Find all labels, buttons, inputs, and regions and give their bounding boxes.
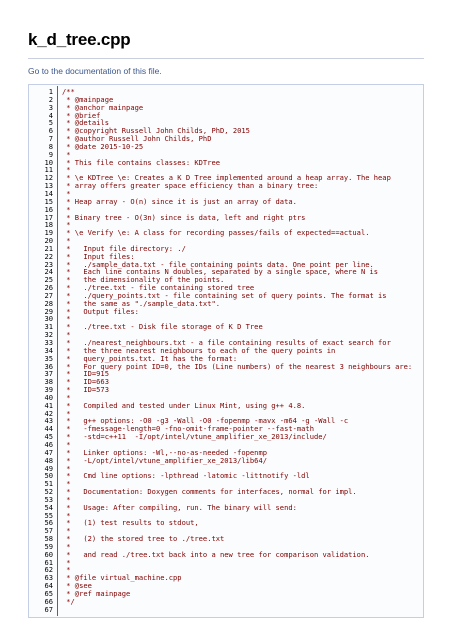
code-listing xyxy=(28,84,424,618)
line-number[interactable]: 21 xyxy=(44,243,53,253)
line-number[interactable]: 37 xyxy=(44,369,53,379)
line-number[interactable]: 17 xyxy=(44,212,53,222)
comment-text: * xyxy=(62,463,71,473)
comment-text: * xyxy=(62,439,71,449)
line-number[interactable]: 66 xyxy=(44,596,53,606)
comment-text: * xyxy=(62,526,71,536)
comment-text: * \e KDTree \e: Creates a K D Tree implemented around a heap array. The heap xyxy=(62,173,391,183)
comment-text: * the same as "./sample_data.txt". xyxy=(62,298,221,308)
comment-text: * Binary tree - O(3n) since is data, left and right ptrs xyxy=(62,212,306,222)
code-line xyxy=(29,402,423,410)
code-line xyxy=(29,433,423,441)
comment-text: */ xyxy=(62,596,75,606)
code-line xyxy=(29,551,423,559)
line-number[interactable]: 56 xyxy=(44,518,53,528)
line-number[interactable]: 26 xyxy=(44,283,53,293)
comment-text: * Each line contains N doubles, separated by a single space, where N is xyxy=(62,267,379,277)
comment-text: * @details xyxy=(62,118,109,128)
line-number[interactable]: 38 xyxy=(44,377,53,387)
line-number[interactable]: 31 xyxy=(44,322,53,332)
comment-text: * xyxy=(62,408,71,418)
comment-text: * Linker options: -Wl,--no-as-needed -fopenmp xyxy=(62,447,267,457)
line-number[interactable]: 10 xyxy=(44,157,53,167)
line-number[interactable]: 60 xyxy=(44,549,53,559)
line-number[interactable]: 28 xyxy=(44,298,53,308)
code-line xyxy=(29,504,423,512)
code-line xyxy=(29,457,423,465)
comment-text: * ./nearest_neighbours.txt - a file containing results of exact search for xyxy=(62,338,391,347)
comment-text: /** xyxy=(62,87,75,96)
comment-text: * xyxy=(62,314,71,324)
line-number[interactable]: 44 xyxy=(44,424,53,434)
line-number[interactable]: 58 xyxy=(44,534,53,544)
comment-text: * query_points.txt. It has the format: xyxy=(62,353,238,363)
comment-text: * ID=915 xyxy=(62,369,109,379)
comment-text: * (1) test results to stdout, xyxy=(62,518,199,528)
line-number[interactable]: 1 xyxy=(48,87,53,96)
comment-text: * Cmd line options: -lpthread -latomic -littnotify -ldl xyxy=(62,471,310,481)
comment-text: * -std=c++11 -I/opt/intel/vtune_amplifier_xe_2013/include/ xyxy=(62,432,327,442)
comment-text: * xyxy=(62,557,71,567)
line-number[interactable]: 29 xyxy=(44,306,53,316)
comment-text: * @ref mainpage xyxy=(62,589,131,598)
comment-text: * @mainpage xyxy=(62,94,114,104)
comment-text: * xyxy=(62,204,71,214)
comment-text: * array offers greater space efficiency than a binary tree: xyxy=(62,181,319,191)
line-number[interactable]: 40 xyxy=(44,392,53,402)
comment-text: * g++ options: -O0 -g3 -Wall -O0 -fopenmp -mavx -m64 -g -Wall -c xyxy=(62,416,349,426)
comment-text: * @anchor mainpage xyxy=(62,102,144,112)
line-number[interactable]: 63 xyxy=(44,573,53,583)
line-number[interactable]: 22 xyxy=(44,251,53,261)
line-number[interactable]: 24 xyxy=(44,267,53,277)
line-number[interactable]: 45 xyxy=(44,432,53,442)
comment-text: * ./query_points.txt - file containing set of query points. The format is xyxy=(62,290,387,300)
line-number[interactable]: 15 xyxy=(44,196,53,206)
code-line xyxy=(29,159,423,167)
comment-text: * \e Verify \e: A class for recording passes/fails of expected==actual. xyxy=(62,228,370,238)
line-number[interactable]: 47 xyxy=(44,447,53,457)
comment-text: * -fmessage-length=0 -fno-omit-frame-pointer --fast-math xyxy=(62,424,314,434)
comment-text: * (2) the stored tree to ./tree.txt xyxy=(62,534,225,544)
comment-text: * @see xyxy=(62,581,92,591)
comment-text: * xyxy=(62,494,71,504)
line-number[interactable]: 5 xyxy=(48,118,53,128)
line-number[interactable]: 53 xyxy=(44,494,53,504)
code-line xyxy=(29,559,423,567)
line-number[interactable]: 25 xyxy=(44,275,53,285)
comment-text: * -L/opt/intel/vtune_amplifier_xe_2013/lib64/ xyxy=(62,455,267,465)
comment-text: * ID=573 xyxy=(62,385,109,395)
line-number[interactable]: 20 xyxy=(44,236,53,246)
code-line xyxy=(29,182,423,190)
line-number[interactable]: 11 xyxy=(44,165,53,175)
line-number[interactable]: 46 xyxy=(44,439,53,449)
line-number[interactable]: 57 xyxy=(44,526,53,536)
line-number[interactable]: 9 xyxy=(48,149,53,159)
comment-text: * Documentation: Doxygen comments for interfaces, normal for impl. xyxy=(62,487,357,497)
line-number[interactable]: 49 xyxy=(44,463,53,473)
line-number[interactable]: 33 xyxy=(44,338,53,347)
documentation-link[interactable]: Go to the documentation of this file. xyxy=(28,66,162,76)
comment-text: * @date 2015-10-25 xyxy=(62,141,144,151)
comment-text: * ./tree.txt - file containing stored tree xyxy=(62,283,255,293)
comment-text: * xyxy=(62,330,71,340)
code-line xyxy=(29,214,423,222)
line-number[interactable]: 35 xyxy=(44,353,53,363)
line-number[interactable]: 3 xyxy=(48,102,53,112)
code-line xyxy=(29,535,423,543)
line-number[interactable]: 43 xyxy=(44,416,53,426)
line-number[interactable]: 48 xyxy=(44,455,53,465)
comment-text: * xyxy=(62,510,71,520)
line-number[interactable]: 51 xyxy=(44,479,53,489)
comment-text: * xyxy=(62,479,71,489)
line-number[interactable]: 62 xyxy=(44,565,53,575)
line-number[interactable]: 39 xyxy=(44,385,53,395)
comment-text: * xyxy=(62,165,71,175)
comment-text: * ./tree.txt - Disk file storage of K D Tree xyxy=(62,322,263,332)
line-number[interactable]: 54 xyxy=(44,502,53,512)
line-number[interactable]: 4 xyxy=(48,110,53,120)
comment-text: * xyxy=(62,220,71,230)
comment-text: * xyxy=(62,392,71,402)
line-number[interactable]: 16 xyxy=(44,204,53,214)
line-number[interactable]: 13 xyxy=(44,181,53,191)
code-line xyxy=(29,323,423,331)
code-line xyxy=(29,198,423,206)
comment-text: * the three nearest neighbours to each of the query points in xyxy=(62,345,336,355)
line-number[interactable]: 23 xyxy=(44,259,53,269)
comment-text: * ./sample_data.txt - file containing points data. One point per line. xyxy=(62,259,374,269)
comment-text: * ID=663 xyxy=(62,377,109,387)
comment-text: * xyxy=(62,188,71,198)
line-number[interactable]: 65 xyxy=(44,589,53,598)
line-number[interactable]: 59 xyxy=(44,541,53,551)
line-number[interactable]: 19 xyxy=(44,228,53,238)
line-number[interactable]: 32 xyxy=(44,330,53,340)
comment-text: * xyxy=(62,565,71,575)
code-line xyxy=(29,386,423,394)
line-number[interactable]: 67 xyxy=(44,604,53,614)
line-number[interactable]: 2 xyxy=(48,94,53,104)
line-number[interactable]: 34 xyxy=(44,345,53,355)
comment-text: * @brief xyxy=(62,110,101,120)
line-number[interactable]: 6 xyxy=(48,126,53,136)
line-number[interactable]: 41 xyxy=(44,400,53,410)
comment-text: * Compiled and tested under Linux Mint, using g++ 4.8. xyxy=(62,400,306,410)
comment-text: * xyxy=(62,541,71,551)
line-number[interactable]: 18 xyxy=(44,220,53,230)
comment-text: * Usage: After compiling, run. The binary will send: xyxy=(62,502,297,512)
code-line xyxy=(29,519,423,527)
comment-text: * the dimensionality of the points. xyxy=(62,275,225,285)
comment-text: * This file contains classes: KDTree xyxy=(62,157,221,167)
line-number[interactable]: 42 xyxy=(44,408,53,418)
code-line xyxy=(29,229,423,237)
line-number[interactable]: 12 xyxy=(44,173,53,183)
line-number[interactable]: 27 xyxy=(44,290,53,300)
comment-text: * @copyright Russell John Childs, PhD, 2015 xyxy=(62,126,250,136)
comment-text: * Heap array - O(n) since it is just an array of data. xyxy=(62,196,297,206)
line-number[interactable]: 52 xyxy=(44,487,53,497)
code-lines xyxy=(29,88,423,614)
line-number[interactable]: 61 xyxy=(44,557,53,567)
comment-text: * Input files: xyxy=(62,251,135,261)
code-line xyxy=(29,472,423,480)
line-number[interactable]: 36 xyxy=(44,361,53,371)
code-line xyxy=(29,488,423,496)
comment-text: * xyxy=(62,236,71,246)
code-line xyxy=(29,606,423,614)
comment-text: * Input file directory: ./ xyxy=(62,243,186,253)
code-line xyxy=(29,143,423,151)
line-number[interactable]: 30 xyxy=(44,314,53,324)
line-number[interactable]: 14 xyxy=(44,188,53,198)
line-number[interactable]: 7 xyxy=(48,134,53,144)
comment-text: * Output files: xyxy=(62,306,139,316)
code-line xyxy=(29,598,423,606)
line-number[interactable]: 50 xyxy=(44,471,53,481)
title-divider xyxy=(28,58,424,59)
code-line xyxy=(29,308,423,316)
comment-text: * For query point ID=0, the IDs (Line numbers) of the nearest 3 neighbours are: xyxy=(62,361,413,371)
comment-text: * @author Russell John Childs, PhD xyxy=(62,134,212,144)
page-title: k_d_tree.cpp xyxy=(28,30,131,49)
line-number[interactable]: 64 xyxy=(44,581,53,591)
comment-text: * and read ./tree.txt back into a new tree for comparison validation. xyxy=(62,549,370,559)
comment-text: * xyxy=(62,149,71,159)
comment-text: * @file virtual_machine.cpp xyxy=(62,573,182,583)
line-number[interactable]: 55 xyxy=(44,510,53,520)
code-line xyxy=(29,590,423,598)
line-number[interactable]: 8 xyxy=(48,141,53,151)
